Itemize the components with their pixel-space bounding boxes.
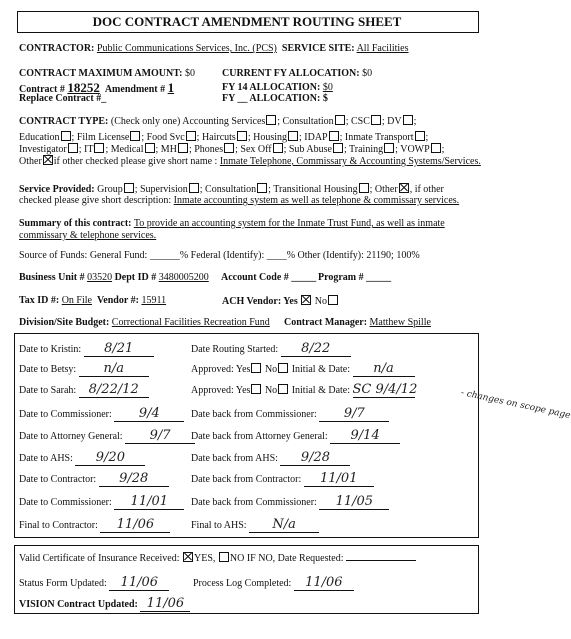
routing-right-value: 9/7	[343, 406, 365, 421]
contract-number-label: Contract #	[19, 84, 65, 95]
vision-row	[19, 596, 190, 612]
routing-right-row	[191, 406, 389, 422]
routing-right-row	[191, 428, 400, 444]
status-form-label: Status Form Updated:	[19, 578, 107, 589]
accounting-services-label: (Check only one) Accounting Services	[110, 116, 266, 127]
routing-right-value: 11/01	[320, 471, 358, 486]
vision-value: 11/06	[146, 596, 185, 611]
initial-date-label: Initial & Date:	[291, 364, 351, 375]
consultation-checkbox[interactable]	[335, 115, 345, 125]
page-title: DOC CONTRACT AMENDMENT ROUTING SHEET	[92, 14, 402, 29]
sexoff-checkbox[interactable]	[273, 143, 283, 153]
summary	[19, 218, 479, 242]
idap-checkbox[interactable]	[329, 131, 339, 141]
contract-number-value: 18252	[67, 80, 100, 95]
margin-note: - changes on scope page	[459, 388, 571, 422]
approved-label: Approved: Yes	[191, 385, 251, 396]
insurance-no-label: NO IF NO, Date Requested:	[229, 553, 344, 564]
other-type-short-name: Inmate Telephone, Commissary & Accounting Systems/Services.	[219, 156, 481, 167]
routing-left-row	[19, 428, 195, 444]
routing-left-value: 8/22/12	[88, 382, 139, 397]
tax-id-label: Tax ID #:	[19, 295, 60, 306]
summary-label: Summary of this contract:	[19, 218, 132, 229]
approved-yes-checkbox[interactable]	[251, 363, 261, 373]
service-transitional-label: ; Transitional Housing	[268, 184, 358, 195]
contract-type-line3: Investigator ; IT ; Medical ; MH ; Phones ; Sex Off ; Sub Abuse ; Training ; VOWP ;	[19, 144, 445, 155]
fy14-allocation-label: FY 14 ALLOCATION:	[222, 82, 321, 93]
approved-no-label: No	[264, 364, 278, 375]
it-checkbox[interactable]	[94, 143, 104, 153]
routing-right-label: Date back from Commissioner:	[191, 497, 317, 508]
max-amount	[19, 68, 195, 79]
subabuse-label: ; Sub Abuse	[283, 144, 332, 155]
service-label: Service Provided:	[19, 184, 95, 195]
contract-type-line1: CONTRACT TYPE: (Check only one) Accounting Services ; Consultation ; CSC ; DV ;	[19, 116, 417, 127]
contract-type-line2: Education ; Film License ; Food Svc ; Haircuts ; Housing ; IDAP ; Inmate Transport ;	[19, 132, 429, 143]
business-unit-row	[19, 272, 209, 283]
service-line2	[19, 195, 459, 206]
approved-yes-checkbox[interactable]	[251, 384, 261, 394]
routing-left-label: Final to Contractor:	[19, 520, 98, 531]
summary-text: To provide an accounting system for the Inmate Trust Fund, as well as inmate commissary & telephone services.	[19, 218, 445, 241]
routing-right-value: 9/14	[350, 428, 380, 443]
phones-label: ; Phones	[188, 144, 224, 155]
phones-checkbox[interactable]	[224, 143, 234, 153]
other-type-checkbox[interactable]	[43, 155, 53, 165]
service-description-value: Inmate accounting system as well as telephone & commissary services.	[173, 195, 460, 206]
service-supervision-checkbox[interactable]	[189, 183, 199, 193]
food-label: ; Food Svc	[141, 132, 185, 143]
routing-left-label: Date to Kristin:	[19, 344, 82, 355]
process-log-value: 11/06	[305, 575, 343, 590]
status-form-row	[19, 575, 169, 591]
process-log-label: Process Log Completed:	[193, 578, 292, 589]
contract-manager-value: Matthew Spille	[369, 317, 431, 328]
routing-left-value: 9/7	[149, 428, 171, 443]
routing-right-label: Date back from Attorney General:	[191, 431, 328, 442]
service-supervision-label: ; Supervision	[134, 184, 188, 195]
routing-right-value: 11/05	[335, 494, 374, 509]
routing-left-label: Date to AHS:	[19, 453, 73, 464]
initial-date-value: SC 9/4/12	[352, 382, 418, 397]
inmate-transport-label: ; Inmate Transport	[339, 132, 414, 143]
routing-left-label: Date to Commissioner:	[19, 497, 112, 508]
medical-checkbox[interactable]	[145, 143, 155, 153]
other-type-label: Other	[19, 156, 42, 167]
ach-yes-label: ACH Vendor: Yes	[222, 296, 298, 307]
current-allocation	[222, 68, 372, 79]
amendment-value: 1	[167, 80, 175, 95]
haircuts-checkbox[interactable]	[237, 131, 247, 141]
routing-left-value: 8/21	[104, 341, 134, 356]
status-form-value: 11/06	[120, 575, 159, 590]
vision-label: VISION Contract Updated:	[19, 599, 138, 610]
routing-left-value: 9/20	[95, 450, 125, 465]
routing-right-value: N/a	[272, 517, 296, 532]
service-group-checkbox[interactable]	[124, 183, 134, 193]
process-log-row	[193, 575, 354, 591]
amendment-label: Amendment #	[104, 84, 166, 95]
current-allocation-label: CURRENT FY ALLOCATION:	[222, 68, 360, 79]
ach-yes-checkbox[interactable]	[301, 295, 311, 305]
contractor-label: CONTRACTOR:	[19, 43, 95, 54]
training-label: ; Training	[343, 144, 384, 155]
insurance-no-checkbox[interactable]	[219, 552, 229, 562]
service-other-tail: , if other	[409, 184, 444, 195]
service-site-value: All Facilities	[356, 43, 409, 54]
dv-checkbox[interactable]	[403, 115, 413, 125]
routing-right-label: Date Routing Started:	[191, 344, 279, 355]
sexoff-label: ; Sex Off	[235, 144, 272, 155]
contractor-row	[19, 43, 409, 54]
routing-left-label: Date to Commissioner:	[19, 409, 112, 420]
routing-right-label: Final to AHS:	[191, 520, 247, 531]
service-transitional-checkbox[interactable]	[359, 183, 369, 193]
insurance-yes-checkbox[interactable]	[183, 552, 193, 562]
contractor-value: Public Communications Services, Inc. (PCS)	[96, 43, 277, 54]
tax-row	[19, 295, 166, 306]
contract-type-label: CONTRACT TYPE:	[19, 116, 109, 127]
routing-left-row	[19, 406, 184, 422]
inmate-transport-checkbox[interactable]	[415, 131, 425, 141]
haircuts-label: ; Haircuts	[196, 132, 236, 143]
routing-left-label: Date to Sarah:	[19, 385, 77, 396]
service-group-label: Group	[97, 184, 123, 195]
business-unit-value: 03520	[87, 272, 113, 283]
routing-right-label: Date back from AHS:	[191, 453, 278, 464]
routing-right-label: Date back from Commissioner:	[191, 409, 317, 420]
routing-left-value: 9/4	[138, 406, 160, 421]
subabuse-checkbox[interactable]	[333, 143, 343, 153]
insurance-row	[19, 552, 416, 564]
service-other-checkbox[interactable]	[399, 183, 409, 193]
account-code: Account Code # _____	[221, 272, 317, 283]
service-consultation-label: ; Consultation	[199, 184, 257, 195]
routing-right-value: 8/22	[301, 341, 331, 356]
routing-left-label: Date to Attorney General:	[19, 431, 123, 442]
routing-left-row	[19, 450, 145, 466]
medical-label: ; Medical	[105, 144, 144, 155]
mh-label: ; MH	[155, 144, 177, 155]
routing-left-label: Date to Contractor:	[19, 474, 97, 485]
contract-manager	[284, 317, 431, 328]
service-site-label: SERVICE SITE:	[281, 43, 355, 54]
routing-right-row	[191, 471, 374, 487]
approved-no-checkbox[interactable]	[278, 384, 288, 394]
routing-right-row	[191, 341, 351, 357]
routing-right-row	[191, 494, 389, 510]
investigator-checkbox[interactable]	[68, 143, 78, 153]
routing-right-row	[191, 361, 415, 377]
service-other-label: ; Other	[369, 184, 398, 195]
insurance-label: Valid Certificate of Insurance Received:	[19, 553, 180, 564]
routing-left-value: n/a	[103, 361, 124, 376]
consultation-label: ; Consultation	[277, 116, 334, 127]
ach-vendor	[222, 295, 339, 307]
csc-checkbox[interactable]	[371, 115, 381, 125]
routing-left-row	[19, 517, 170, 533]
approved-label: Approved: Yes	[191, 364, 251, 375]
routing-right-row	[191, 382, 418, 398]
approved-no-checkbox[interactable]	[278, 363, 288, 373]
investigator-label: Investigator	[19, 144, 67, 155]
division-value: Correctional Facilities Recreation Fund	[111, 317, 270, 328]
routing-left-row	[19, 494, 184, 510]
vendor-value: 15911	[141, 295, 167, 306]
routing-right-label: Date back from Contractor:	[191, 474, 302, 485]
fy-allocation: FY __ ALLOCATION: $	[222, 93, 328, 104]
routing-left-value: 9/28	[119, 471, 149, 486]
business-unit-label: Business Unit #	[19, 272, 85, 283]
source-of-funds: Source of Funds: General Fund: ______% Federal (Identify): ____% Other (Identify): 21190; 100%	[19, 250, 420, 261]
food-checkbox[interactable]	[186, 131, 196, 141]
other-type-instructions: if other checked please give short name :	[53, 156, 218, 167]
dept-id-label: Dept ID #	[114, 272, 157, 283]
replace-contract: Replace Contract #_	[19, 93, 107, 104]
vowp-label: ; VOWP	[395, 144, 430, 155]
max-amount-label: CONTRACT MAXIMUM AMOUNT:	[19, 68, 183, 79]
accounting-checkbox[interactable]	[266, 115, 276, 125]
dept-id-value: 3480005200	[158, 272, 209, 283]
current-allocation-value: $0	[362, 68, 373, 79]
housing-label: ; Housing	[247, 132, 287, 143]
contract-type-line4	[19, 155, 481, 167]
fy14-allocation	[222, 82, 333, 93]
division-row	[19, 317, 270, 328]
fy14-allocation-value: $0	[322, 82, 333, 93]
dv-label: ; DV	[381, 116, 402, 127]
film-label: ; Film License	[71, 132, 130, 143]
service-description-label: checked please give short description:	[19, 195, 172, 206]
vowp-checkbox[interactable]	[431, 143, 441, 153]
routing-left-row	[19, 382, 149, 398]
service-consultation-checkbox[interactable]	[257, 183, 267, 193]
routing-left-row	[19, 341, 154, 357]
division-label: Division/Site Budget:	[19, 317, 110, 328]
routing-right-row	[191, 450, 350, 466]
routing-right-value: 9/28	[300, 450, 331, 465]
vendor-label: Vendor #:	[96, 295, 139, 306]
routing-left-value: 11/06	[116, 517, 155, 532]
approved-no-label: No	[264, 385, 278, 396]
routing-right-row	[191, 517, 319, 533]
contract-manager-label: Contract Manager:	[284, 317, 368, 328]
idap-label: ; IDAP	[299, 132, 328, 143]
insurance-yes-label: YES,	[193, 553, 216, 564]
program-number: Program # _____	[318, 272, 392, 283]
initial-date-value: n/a	[373, 361, 394, 376]
ach-no-checkbox[interactable]	[328, 295, 338, 305]
it-label: ; IT	[78, 144, 94, 155]
csc-label: ; CSC	[345, 116, 370, 127]
service-line1	[19, 183, 444, 195]
film-checkbox[interactable]	[130, 131, 140, 141]
training-checkbox[interactable]	[384, 143, 394, 153]
routing-left-label: Date to Betsy:	[19, 364, 77, 375]
education-label: Education	[19, 132, 60, 143]
education-checkbox[interactable]	[61, 131, 71, 141]
initial-date-label: Initial & Date:	[291, 385, 351, 396]
mh-checkbox[interactable]	[178, 143, 188, 153]
ach-no-label: No	[314, 296, 327, 307]
tax-id-value: On File	[61, 295, 92, 306]
housing-checkbox[interactable]	[288, 131, 298, 141]
routing-left-value: 11/01	[130, 494, 169, 509]
max-amount-value: $0	[185, 68, 196, 79]
routing-left-row	[19, 361, 149, 377]
routing-left-row	[19, 471, 169, 487]
